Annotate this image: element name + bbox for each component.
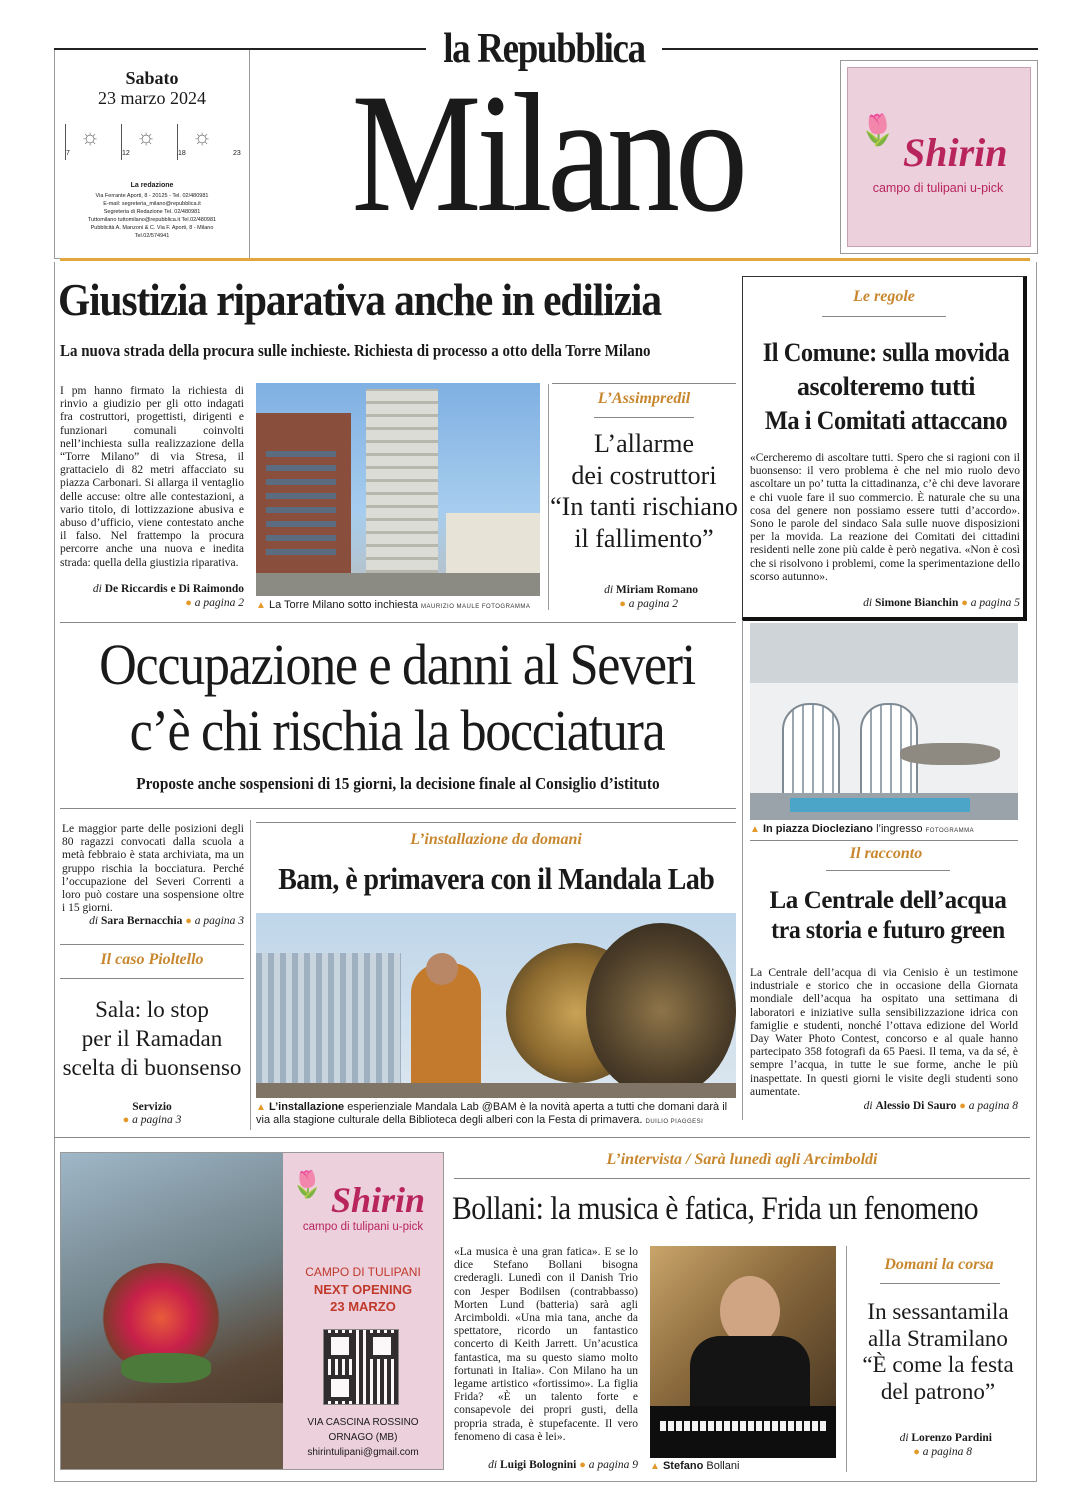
- lead-subhead: La nuova strada della procura sulle inchieste. Richiesta di processo a otto della Torre Milano: [60, 341, 651, 360]
- centrale-headline[interactable]: La Centrale dell’acqua tra storia e futuro green: [769, 887, 1007, 944]
- qr-code-icon[interactable]: [323, 1329, 399, 1405]
- weather-item: [177, 124, 222, 160]
- ad-bottom-email[interactable]: shirintulipani@gmail.com: [307, 1447, 419, 1458]
- lead-headline[interactable]: Giustizia riparativa anche in edilizia: [58, 274, 661, 325]
- ad-bottom-brand: Shirin: [331, 1180, 426, 1220]
- regole-headline[interactable]: Il Comune: sulla movida ascolteremo tutti Ma i Comitati attaccano: [762, 338, 1010, 435]
- stramilano-page-ref[interactable]: ● a pagina 8: [913, 1446, 972, 1458]
- weather-temp: 7: [66, 150, 70, 157]
- severi-subhead: Proposte anche sospensioni di 15 giorni, la decisione finale al Consiglio d’istituto: [136, 774, 660, 793]
- ad-brand: Shirin: [903, 130, 1008, 175]
- tulip-icon: 🌷: [859, 114, 897, 147]
- weather-temp: 12: [122, 150, 130, 157]
- museo-caption: ▲ In piazza Diocleziano l’ingresso FOTOGRAMMA: [750, 823, 975, 835]
- pioltello-byline: Servizio: [132, 1101, 172, 1113]
- day: Sabato: [125, 68, 179, 88]
- weather-temp: 18: [178, 150, 186, 157]
- centrale-byline[interactable]: di Alessio Di Sauro ● a pagina 8: [863, 1100, 1018, 1112]
- redazione-line: E-mail: segreteria_milano@repubblica.it: [103, 201, 201, 207]
- assimpredil-page-ref[interactable]: ● a pagina 2: [619, 598, 678, 610]
- ad-top[interactable]: [840, 60, 1038, 254]
- bollani-photo: [650, 1246, 836, 1458]
- regole-kicker: Le regole: [853, 288, 915, 305]
- severi-headline[interactable]: Occupazione e danni al Severi c’è chi rischia la bocciatura: [99, 632, 695, 763]
- ad-tagline: campo di tulipani u-pick: [872, 181, 1004, 195]
- orange-divider: [60, 258, 1030, 261]
- mandala-kicker: L’installazione da domani: [410, 831, 582, 848]
- tulip-icon: 🌷: [291, 1169, 324, 1199]
- pioltello-headline[interactable]: Sala: lo stop per il Ramadan scelta di buonsenso: [62, 997, 242, 1080]
- bollani-byline[interactable]: di Luigi Bolognini ● a pagina 9: [488, 1459, 638, 1471]
- bollani-kicker: L’intervista / Sarà lunedì agli Arcimboldi: [606, 1151, 878, 1168]
- ad-bottom[interactable]: [60, 1152, 444, 1470]
- redazione-line: Segreteria di Redazione Tel. 02/480981: [103, 209, 201, 215]
- mandala-caption: ▲ L’installazione esperienziale Mandala Lab @BAM è la novità aperta a tutti che domani darà il via alla stagione culturale della Biblioteca degli alberi con la Festa di primavera. DUILIO PIAGGESI: [256, 1101, 728, 1126]
- assimpredil-headline[interactable]: L’allarme dei costruttori “In tanti rischiano il fallimento”: [550, 429, 738, 553]
- pioltello-kicker: Il caso Pioltello: [100, 951, 204, 968]
- bollani-caption: ▲ Stefano Bollani: [650, 1460, 740, 1472]
- ad-bottom-address1: VIA CASCINA ROSSINO: [307, 1417, 419, 1428]
- redazione-line: Tuttomilano tuttomilano@repubblica.it Tel.02/480981: [87, 217, 217, 223]
- stramilano-byline: di Lorenzo Pardini: [899, 1432, 992, 1444]
- sun-icon: ☼: [192, 124, 213, 149]
- stramilano-headline[interactable]: In sessantamila alla Stramilano “È come la festa del patrono”: [862, 1299, 1014, 1404]
- weather-strip: [65, 124, 241, 160]
- weather-item: [65, 124, 110, 160]
- mandala-headline[interactable]: Bam, è primavera con il Mandala Lab: [278, 861, 715, 896]
- assimpredil-kicker: L’Assimpredil: [597, 390, 691, 407]
- severi-byline[interactable]: di Sara Bernacchia ● a pagina 3: [89, 915, 244, 927]
- pioltello-page-ref[interactable]: ● a pagina 3: [122, 1114, 182, 1126]
- brand-logo: la Repubblica: [443, 26, 645, 72]
- assimpredil-byline: di Miriam Romano: [604, 584, 698, 596]
- masthead: [0, 0, 1091, 262]
- lead-caption: ▲ La Torre Milano sotto inchiesta MAURIZIO MAULE FOTOGRAMMA: [256, 599, 531, 611]
- mandala-lab-photo: [256, 913, 736, 1098]
- lead-body: I pm hanno firmato la richiesta di rinvio a giudizio per gli otto indagati fra costruttori, progettisti, dirigenti e funzionari comunali coinvolti nell’inchiesta sulla realizzazione della “Torre Milano” di via Stresa, il grattacielo di 82 metri affacciato su piazza Carbonari. Si allarga il ventaglio delle accuse: oltre alle contestazioni, a vario titolo, di lottizzazione abusiva e abuso d’ufficio, viene contestato anche il falso. Nel frattempo la procura percorre anche una nuova e inedita strada: quella della giustizia riparativa.: [60, 385, 244, 569]
- stramilano-kicker: Domani la corsa: [884, 1256, 994, 1273]
- redazione-line: Pubblicità A. Manzoni & C. Via F. Aporti, 8 - Milano: [90, 225, 214, 231]
- bollani-headline[interactable]: Bollani: la musica è fatica, Frida un fenomeno: [452, 1191, 979, 1227]
- lead-page-ref[interactable]: ● a pagina 2: [185, 597, 244, 609]
- date: 23 marzo 2024: [98, 88, 206, 108]
- sun-icon: ☼: [136, 124, 157, 149]
- severi-body: Le maggior parte delle posizioni degli 80 ragazzi convocati dalla scuola a metà febbraio è stata archiviata, ma un gruppo rischia la bocciatura. Perché l’occupazione del Severi Correnti a loro può costare una sospensione oltre i 15 giorni.: [62, 823, 244, 915]
- redazione-title: La redazione: [130, 182, 174, 189]
- regole-body: «Cercheremo di ascoltare tutti. Spero che si ragioni con il buonsenso: il vero problema è che nel mio ruolo devo ascoltare un po’ tutta la cittadinanza, c’è chi deve lavorare e chi vuole fare il suo commercio. È naturale che su una cosa del genere non possiamo essere tutti d’accordo». Sono le parole del sindaco Sala sulle nuove disposizioni per la movida. La reazione dei Comitati dei cittadini residenti nelle zone più calde è però negativa. «Non è così che si risolvono i problemi, come la sperimentazione dello scorso autunno».: [750, 452, 1020, 583]
- weather-temp: 23: [233, 150, 241, 157]
- ad-bottom-address2: ORNAGO (MB): [328, 1432, 398, 1443]
- centrale-acqua-photo: [750, 623, 1018, 820]
- ad-bottom-line3: 23 MARZO: [330, 1299, 396, 1314]
- tulip-bouquet-photo: [61, 1153, 283, 1469]
- sun-icon: ☼: [80, 124, 101, 149]
- ad-bottom-line2: NEXT OPENING: [313, 1282, 413, 1297]
- redazione-line: Via Ferrante Aporti, 8 - 20125 - Tel. 02/480981: [95, 193, 209, 199]
- weather-item: [121, 124, 166, 160]
- torre-milano-photo: [256, 383, 540, 596]
- ad-bottom-line1: CAMPO DI TULIPANI: [305, 1265, 421, 1279]
- redazione-line: Tel.02/574941: [134, 233, 170, 239]
- centrale-kicker: Il racconto: [849, 845, 923, 862]
- centrale-body: La Centrale dell’acqua di via Cenisio è un testimone industriale e storico che in occasione della Giornata mondiale dell’acqua ha ospitato una settimana di laboratori e iniziative sulla sensibilizzazione idrica con famiglie e studenti, nonché l’ottava edizione del World Day Water Photo Contest, concorso e al quale hanno partecipato 358 fotografi da 65 Paesi. Il tema, va da sé, è sempre l’acqua, in tutte le sue forme, anche le più inaspettate. In questi giorni le visite degli studenti sono aumentate.: [750, 967, 1018, 1098]
- city-title: Milano: [351, 59, 743, 247]
- lead-byline: di De Riccardis e Di Raimondo: [92, 583, 244, 595]
- regole-byline[interactable]: di Simone Bianchin ● a pagina 5: [863, 597, 1020, 609]
- bollani-body: «La musica è una gran fatica». E se lo dice Stefano Bollani bisogna crederagli. Lunedì con il Danish Trio con Jesper Bodilsen (contrabbasso) Morten Lund (batteria) sarà agli Arcimboldi. «Una mia tana, anche da spettatore, ricordo un fantastico concerto di Keith Jarrett. Un’acustica fantastica, ma su questo siamo molto fortunati in Italia». Con Milano ha un legame artistico «fortissimo». La figlia Frida? «È un talento forte e consapevole dei propri gusti, della propria strada, è stupefacente. Il vero fenomeno di casa è lei».: [454, 1246, 638, 1443]
- date-box: [54, 50, 250, 259]
- ad-bottom-tagline: campo di tulipani u-pick: [302, 1221, 424, 1233]
